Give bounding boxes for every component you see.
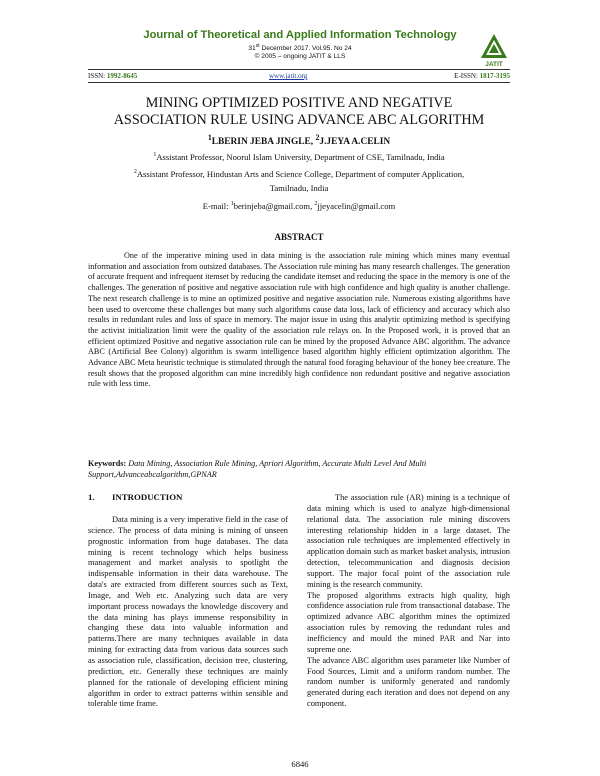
affiliation-2: $^2$Assistant Professor, Hindustan Arts and Science College, Department of computer Application,: [133, 168, 465, 179]
header-rule-bottom: [88, 82, 510, 83]
intro-left-column: Data mining is a very imperative field in the case of science. The process of data mining is mining of unseen prognostic information from huge databases. The data mining is recent technology which helps business management and market analysis to spotlight the indispensable information in their data warehouse. The data's are extracted from different sources such as Text, Image, and Web etc. Analyzing such data are very important process nowadays the knowledge discovery and the data mining has plays immense responsibility in changing these data into valuable information and patterns.There are many techniques available in data mining for extracting data from various data sources such as association rule, classification, decision tree, clustering, prediction, etc. Generally these techniques are mainly planned for the rationale of developing efficient mining algorithm in order to extract patterns within sensible and tolerable time frame.: [88, 515, 288, 709]
journal-title: Journal of Theoretical and Applied Information Technology: [143, 29, 457, 41]
journal-header: [100, 29, 500, 61]
abstract-heading: ABSTRACT: [274, 232, 324, 242]
paper-title: [88, 95, 510, 129]
header-rule-top: [88, 69, 510, 70]
author-list: $^1$LBERIN JEBA JINGLE, $^2$J.JEYA A.CELIN: [207, 133, 391, 148]
page-number: 6846: [291, 759, 309, 769]
svg-text:JATIT: JATIT: [485, 61, 503, 68]
paragraph: The advance ABC algorithm uses parameter like Number of Food Sources, Limit and a uniform random number. The random number is uniformly generated and randomly generated during each iteration and does not depend on any component.: [307, 655, 510, 709]
keywords: Keywords: Data Mining, Association Rule Mining, Apriori Algorithm, Accurate Multi Level And Multi Support,Advanceabcalgorithm,GPNAR: [88, 459, 427, 479]
issue-date: 31st December 2017. Vol.95. No 24: [248, 43, 352, 53]
email-line: E-mail: $^1$berinjeba@gmail.com, $^2$jjeyacelin@gmail.com: [202, 200, 396, 211]
abstract-text: One of the imperative mining used in data mining is the association rule mining which mines many eventual information and association from outsized databases. The Association rule mining has many research challenges. The generation of accurate frequent and infrequent itemset by reducing the candidate itemset and reducing the space in the memory is one of the challenges. The generation of positive and negative association rule with high confidence and high quality is another challenge. The next research challenge is to mine an optimized positive and negative association rule. Numerous existing algorithms have been used to overcome these challenges but many such algorithms cause data loss, lack of efficiency and accuracy which also results in redundant rules and loss of space in memory. The major issue in using this analytic optimizing method is specifying the activist initialization limit were the quality of the association rule relays on. In the Proposed work, it is proved that an efficient optimized Positive and negative association rule can be mined by the proposed Advance ABC algorithm. The advance ABC (Artificial Bee Colony) algorithm is swarm intelligence based algorithm highly efficient optimization algorithm. The Advance ABC Meta heuristic technique is stimulated through the natural food foraging behaviour of the honey bee creature. The result shows that the proposed algorithm can mine incredibly high confidence non redundant positive and negative association rule with less time.: [88, 251, 510, 389]
copyright-line: © 2005 – ongoing JATIT & LLS: [254, 53, 346, 61]
title-line-1: MINING OPTIMIZED POSITIVE AND NEGATIVE: [145, 95, 453, 111]
issn-print: ISSN: 1992-8645: [88, 72, 138, 80]
issn-electronic: E-ISSN: 1817-3195: [454, 72, 510, 80]
paragraph: The proposed algorithms extracts high quality, high confidence association rule from transactional database. The optimized advance ABC algorithm mines the optimized association rules by removing the redundant rules and inefficiency and mould the mined PAR and Nar into supreme one.: [307, 590, 510, 654]
paragraph: The association rule (AR) mining is a technique of data mining which is used to analyze high-dimensional relational data. The association rule mining discovers interesting relationship hidden in a large dataset. The association rule techniques are implemented effectively in application domain such as market basket analysis, intrusion detection, telecommunication and diagnosis decision support. The major focal point of the association rule mining is the research community.: [307, 493, 510, 589]
website-link[interactable]: www.jatit.org: [269, 72, 308, 80]
intro-right-column: [307, 493, 510, 710]
affiliation-2-location: Tamilnadu, India: [269, 183, 329, 193]
jatit-logo-icon: [480, 32, 508, 68]
affiliation-1: $^1$Assistant Professor, Noorul Islam University, Department of CSE, Tamilnadu, India: [153, 151, 445, 162]
section-heading-introduction: 1. INTRODUCTION: [88, 492, 183, 502]
title-line-2: ASSOCIATION RULE USING ADVANCE ABC ALGORITHM: [113, 112, 485, 128]
